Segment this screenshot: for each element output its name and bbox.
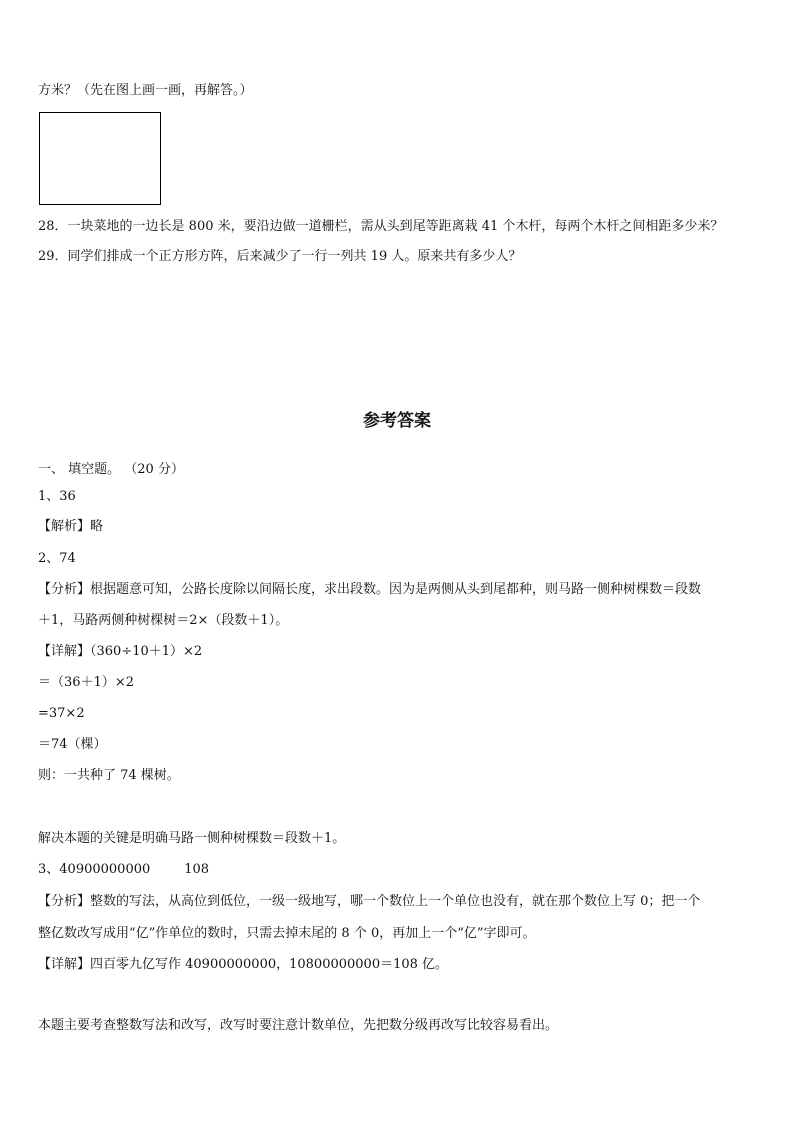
answer-2-detail-line-4: ＝74（棵） <box>38 737 107 752</box>
answer-2-detail-line-3: =37×2 <box>38 706 85 721</box>
drawing-square-box <box>39 112 161 205</box>
answer-2-analysis-line-2: ＋1，马路两侧种树棵树＝2×（段数＋1）。 <box>38 613 289 628</box>
section-heading: 一、 填空题。 （20 分） <box>38 462 184 477</box>
previous-question-tail: 方米？（先在图上画一画，再解答。） <box>38 83 253 98</box>
answer-1-analysis: 【解析】略 <box>38 519 104 534</box>
answer-3-value-1: 3、40900000000 <box>38 862 151 877</box>
answer-3-detail: 【详解】四百零九亿写作 40900000000，10800000000＝108 亿。 <box>38 957 449 972</box>
answer-3-analysis-line-1: 【分析】整数的写法，从高位到低位，一级一级地写，哪一个数位上一个单位也没有，就在那个数位上写 0；把一个 <box>38 894 701 909</box>
answer-3-analysis-line-2: 整亿数改写成用“亿”作单位的数时，只需去掉末尾的 8 个 0，再加上一个“亿”字即可。 <box>38 926 536 941</box>
question-29: 29．同学们排成一个正方形方阵，后来减少了一行一列共 19 人。原来共有多少人？ <box>38 249 522 264</box>
answer-key-title: 参考答案 <box>363 411 431 431</box>
answer-2-summary: 解决本题的关键是明确马路一侧种树棵数＝段数＋1。 <box>38 831 346 846</box>
answer-2-analysis-line-1: 【分析】根据题意可知，公路长度除以间隔长度，求出段数。因为是两侧从头到尾都种，则马路一侧种树棵数＝段数 <box>38 582 702 597</box>
answer-1-label: 1、36 <box>38 489 76 504</box>
answer-2-conclusion: 则：一共种了 74 棵树。 <box>38 768 180 783</box>
answer-3-summary: 本题主要考查整数写法和改写，改写时要注意计数单位，先把数分级再改写比较容易看出。 <box>38 1018 559 1033</box>
answer-2-label: 2、74 <box>38 551 76 566</box>
answer-2-detail-line-1: 【详解】（360÷10＋1）×2 <box>38 644 203 659</box>
answer-2-detail-line-2: ＝（36＋1）×2 <box>38 675 134 690</box>
answer-3-label <box>38 861 209 879</box>
answer-3-value-2: 108 <box>184 862 210 877</box>
question-28: 28．一块菜地的一边长是 800 米，要沿边做一道栅栏，需从头到尾等距离栽 41 个木杆，每两个木杆之间相距多少米？ <box>38 219 724 234</box>
